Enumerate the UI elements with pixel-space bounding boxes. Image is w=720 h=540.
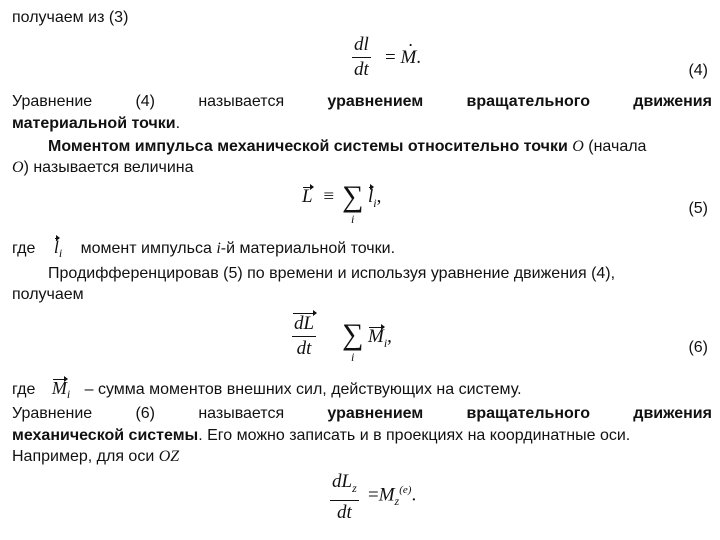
p5-line1-bold: Моментом импульса механической системы относительно точки — [48, 138, 568, 155]
eq4-label: (4) — [688, 62, 708, 79]
eq5-term-sub: i — [373, 195, 377, 210]
eq7-equals: = — [368, 484, 379, 506]
eq5-sum-sign: ∑ — [342, 180, 364, 213]
eq4-fraction — [352, 33, 371, 82]
eq4-rhs-var: · M — [400, 47, 416, 69]
eq6-sum-index: i — [351, 350, 355, 364]
eq4-denominator: dt — [354, 59, 369, 80]
p7-word-1: Уравнение — [12, 405, 93, 422]
where1-symbol-sub: i — [58, 246, 63, 261]
eq5-term-var: l — [368, 186, 374, 207]
eq7-rhs-var: M — [378, 484, 395, 506]
p4-word-2: (4) — [135, 93, 156, 110]
p7-line3 — [12, 447, 712, 467]
eq6-denominator: dt — [296, 338, 312, 359]
where1-rest: момент импульса — [80, 240, 212, 257]
p7-line2 — [12, 426, 712, 446]
where1-i: i — [216, 240, 221, 257]
eq4-equals: = — [385, 47, 396, 68]
eq5-lhs — [302, 186, 334, 208]
where1-tail: -й материальной точки. — [220, 240, 396, 257]
p4-word-6: движения — [633, 93, 712, 110]
eq6-sum-sign: ∑ — [342, 318, 364, 351]
eq4-end: . — [416, 47, 422, 68]
eq7-end: . — [411, 484, 417, 506]
where2-line — [12, 378, 712, 404]
where1-symbol: l — [53, 237, 59, 257]
eq6-fraction — [292, 312, 316, 361]
p5-line2-rest: ) называется величина — [23, 159, 194, 176]
eq5-lhs-var: L — [302, 186, 313, 207]
p4-line2 — [12, 114, 712, 134]
p4-word-4: уравнением — [327, 93, 424, 110]
eq6-end: , — [387, 326, 392, 347]
intro-text: получаем из (3) — [12, 9, 129, 26]
p4-word-1: Уравнение — [12, 93, 93, 110]
intro-line — [12, 8, 712, 28]
p5-line1 — [48, 137, 712, 157]
eq7-numerator-text: dL — [332, 471, 353, 492]
p6-line1-text: Продифференцировав (5) по времени и используя уравнение движения (4), — [48, 265, 616, 282]
eq5-op: ≡ — [323, 186, 335, 207]
p7-line3-text: Например, для оси — [12, 448, 155, 465]
where2-symbol: M — [51, 378, 67, 398]
p7-line1 — [12, 404, 712, 424]
eq6-term-var: M — [368, 326, 384, 347]
p7-line2-bold: механической системы — [12, 427, 199, 444]
eq7-fraction — [330, 470, 359, 525]
where1-line — [12, 237, 712, 263]
p7-word-2: (6) — [135, 405, 156, 422]
p4-word-3: называется — [198, 93, 285, 110]
p7-word-3: называется — [198, 405, 285, 422]
eq7-rhs-sup: (e) — [399, 484, 412, 496]
where2-rest: – сумма моментов внешних сил, действующих на систему. — [84, 381, 522, 398]
p4-line1 — [12, 92, 712, 112]
eq7-rhs-sub: z — [394, 494, 400, 509]
p4-word-5: вращательного — [466, 93, 590, 110]
p5-line1-end: (начала — [588, 138, 647, 155]
eq4-rhs — [385, 47, 421, 69]
eq7-rhs — [368, 484, 416, 509]
p5-line2-var: O — [12, 159, 24, 176]
eq6-label: (6) — [688, 339, 708, 356]
p6-line1 — [48, 264, 712, 284]
eq4-numerator: dl — [354, 34, 369, 55]
eq5-end: , — [376, 186, 382, 207]
p7-word-6: движения — [633, 405, 712, 422]
where2-symbol-sub: i — [66, 387, 71, 402]
where2-lead: где — [12, 381, 36, 398]
where1-lead: где — [12, 240, 36, 257]
p7-line2-rest: . Его можно записать и в проекциях на координатные оси. — [198, 427, 631, 444]
p5-line2 — [12, 158, 712, 178]
eq6-term — [368, 326, 392, 351]
eq7-numerator — [330, 470, 359, 500]
eq6-term-sub: i — [383, 335, 388, 350]
p6-line2-text: получаем — [12, 286, 84, 303]
eq5-label: (5) — [688, 200, 708, 217]
p5-line1-var: O — [572, 138, 584, 155]
p6-line2 — [12, 285, 712, 305]
eq6-numerator: dL — [294, 313, 315, 334]
p7-word-4: уравнением — [327, 405, 424, 422]
p7-line3-var: OZ — [158, 448, 180, 465]
p4-line2-end: . — [175, 115, 181, 132]
eq5-term — [368, 186, 381, 211]
eq7-numerator-sub: z — [352, 480, 357, 495]
eq5-sum-index: i — [351, 212, 355, 226]
p7-word-5: вращательного — [466, 405, 590, 422]
p4-line2-bold: материальной точки — [12, 115, 176, 132]
eq7-denominator: dt — [336, 501, 352, 523]
